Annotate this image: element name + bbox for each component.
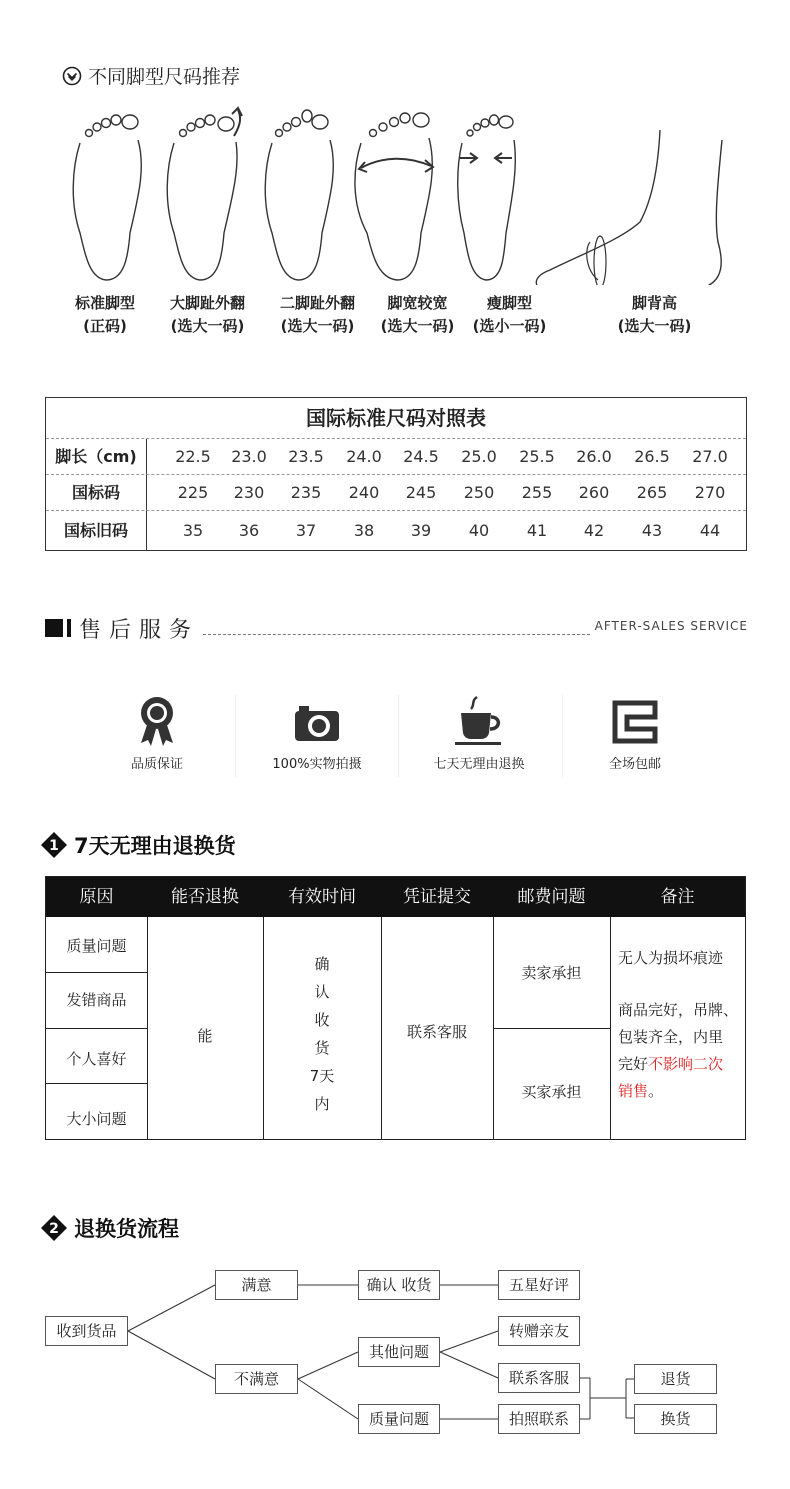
number-one-diamond-icon [40, 831, 68, 859]
size-cell: 22.5 [175, 447, 211, 466]
flow-five-star: 五星好评 [498, 1270, 580, 1300]
camera-icon [291, 695, 343, 747]
size-cell: 41 [526, 521, 548, 540]
size-cell: 245 [405, 483, 437, 502]
foot-label-6: 脚背高 (选大一码) [617, 294, 692, 335]
wide-foot-icon [355, 113, 433, 280]
returns-heading [40, 830, 236, 860]
size-cell: 44 [699, 521, 721, 540]
size-cell: 36 [238, 521, 260, 540]
after-sales-title: 售后服务 [79, 618, 200, 643]
size-cell: 235 [290, 483, 322, 502]
notes-line-1: 无人为损坏痕迹 [618, 949, 724, 967]
bunion-foot-icon [167, 108, 242, 280]
svg-text:1: 1 [49, 838, 59, 854]
size-cell: 250 [463, 483, 495, 502]
second-toe-foot-icon [265, 110, 333, 280]
size-cell: 35 [182, 521, 204, 540]
row-divider [46, 1028, 147, 1029]
postage-buyer: 买家承担 [521, 1083, 582, 1101]
header-postage: 邮费问题 [517, 887, 586, 907]
size-row-foot-length [46, 438, 746, 477]
service-divider [398, 695, 399, 777]
size-cell: 25.0 [461, 447, 497, 466]
size-cell: 42 [583, 521, 605, 540]
size-cell: 255 [521, 483, 553, 502]
row-header: 脚长（cm) [46, 439, 147, 477]
flow-photo-contact: 拍照联系 [498, 1404, 580, 1434]
svg-text:2: 2 [49, 1221, 59, 1237]
returns-title: 7天无理由退换货 [74, 834, 236, 858]
can-return-value: 能 [197, 1027, 213, 1045]
service-label: 品质保证 [130, 757, 183, 772]
valid-time-value: 确 认 收 货 7天 内 [309, 955, 335, 1113]
process-title: 退换货流程 [74, 1217, 179, 1241]
coffee-cup-icon [451, 695, 507, 747]
size-cell: 230 [233, 483, 265, 502]
row-divider [46, 972, 147, 973]
header-reason: 原因 [79, 887, 114, 907]
col-divider [610, 917, 611, 1139]
flow-exchange: 换货 [634, 1404, 717, 1434]
size-cell: 225 [177, 483, 209, 502]
header-divider [203, 634, 590, 635]
service-free-shipping [570, 695, 700, 772]
after-sales-subtitle: AFTER-SALES SERVICE [594, 619, 748, 633]
process-heading [40, 1213, 179, 1243]
header-valid-time: 有效时间 [288, 887, 356, 907]
flow-unsatisfied: 不满意 [215, 1364, 298, 1394]
reason-size: 大小问题 [66, 1110, 127, 1128]
proof-value: 联系客服 [406, 1023, 467, 1041]
header-square-mark [45, 619, 63, 637]
high-instep-foot-icon [536, 130, 722, 285]
size-cell: 23.0 [231, 447, 267, 466]
service-seven-day [414, 695, 544, 772]
size-row-gb-code [46, 474, 746, 513]
row-header: 国标旧码 [46, 511, 147, 551]
reason-personal: 个人喜好 [66, 1050, 127, 1068]
size-cell: 260 [578, 483, 610, 502]
service-label: 100%实物拍摄 [272, 757, 362, 772]
size-cell: 38 [353, 521, 375, 540]
service-real-photo [252, 695, 382, 772]
size-chart-title: 国际标准尺码对照表 [306, 406, 486, 430]
size-cell: 40 [468, 521, 490, 540]
size-cell: 270 [694, 483, 726, 502]
size-cell: 37 [295, 521, 317, 540]
number-two-diamond-icon [40, 1214, 68, 1242]
size-cell: 23.5 [288, 447, 324, 466]
size-cell: 24.0 [346, 447, 382, 466]
size-cell: 240 [348, 483, 380, 502]
service-quality [92, 695, 222, 772]
chevron-down-circle-icon [62, 66, 82, 86]
row-divider [493, 1028, 610, 1029]
flow-quality-issue: 质量问题 [358, 1404, 440, 1434]
size-cell: 26.0 [576, 447, 612, 466]
postage-seller: 卖家承担 [521, 964, 582, 982]
flow-confirm-receipt: 确认 收货 [358, 1270, 440, 1300]
notes-line-2: 商品完好，吊牌、 包装齐全，内里 完好不影响二次 销售。 [618, 1001, 739, 1100]
package-icon [609, 695, 661, 747]
size-cell: 27.0 [692, 447, 728, 466]
flow-satisfied: 满意 [215, 1270, 298, 1300]
foot-label-3: 二脚趾外翻 (选大一码) [279, 294, 355, 335]
flow-gift-friend: 转赠亲友 [498, 1316, 580, 1346]
foot-type-title [62, 62, 240, 89]
foot-label-2: 大脚趾外翻 (选大一码) [169, 294, 245, 335]
service-divider [562, 695, 563, 777]
size-cell: 24.5 [403, 447, 439, 466]
foot-label-4: 脚宽较宽 (选大一码) [380, 294, 455, 335]
after-sales-header [45, 613, 748, 641]
size-cell: 39 [410, 521, 432, 540]
flow-other-issue: 其他问题 [358, 1337, 440, 1367]
header-proof: 凭证提交 [403, 887, 471, 907]
returns-policy-table [45, 876, 746, 1140]
size-cell: 25.5 [519, 447, 555, 466]
header-notes: 备注 [660, 887, 695, 907]
size-chart-table [45, 397, 747, 551]
foot-label-1: 标准脚型 (正码) [74, 294, 135, 335]
table-header-row [46, 877, 745, 917]
service-divider [235, 695, 236, 777]
reason-wrong-item: 发错商品 [66, 991, 127, 1009]
standard-foot-icon [73, 115, 141, 280]
flow-refund: 退货 [634, 1364, 717, 1394]
size-row-old-code [46, 510, 746, 551]
header-can-return: 能否退换 [171, 887, 239, 907]
flow-contact-service: 联系客服 [498, 1363, 580, 1393]
flow-received: 收到货品 [45, 1316, 128, 1346]
foot-type-title-text: 不同脚型尺码推荐 [88, 66, 241, 88]
size-cell: 265 [636, 483, 668, 502]
size-cell: 26.5 [634, 447, 670, 466]
header-bar-mark [67, 619, 71, 637]
award-ribbon-icon [137, 695, 177, 747]
service-label: 七天无理由退换 [433, 757, 525, 772]
row-header: 国标码 [46, 475, 147, 513]
foot-label-5: 瘦脚型 (选小一码) [472, 294, 547, 335]
size-cell: 43 [641, 521, 663, 540]
service-label: 全场包邮 [608, 757, 661, 772]
row-divider [46, 1083, 147, 1084]
reason-quality: 质量问题 [66, 937, 127, 955]
foot-illustrations [50, 100, 740, 285]
slim-foot-icon [458, 115, 516, 280]
